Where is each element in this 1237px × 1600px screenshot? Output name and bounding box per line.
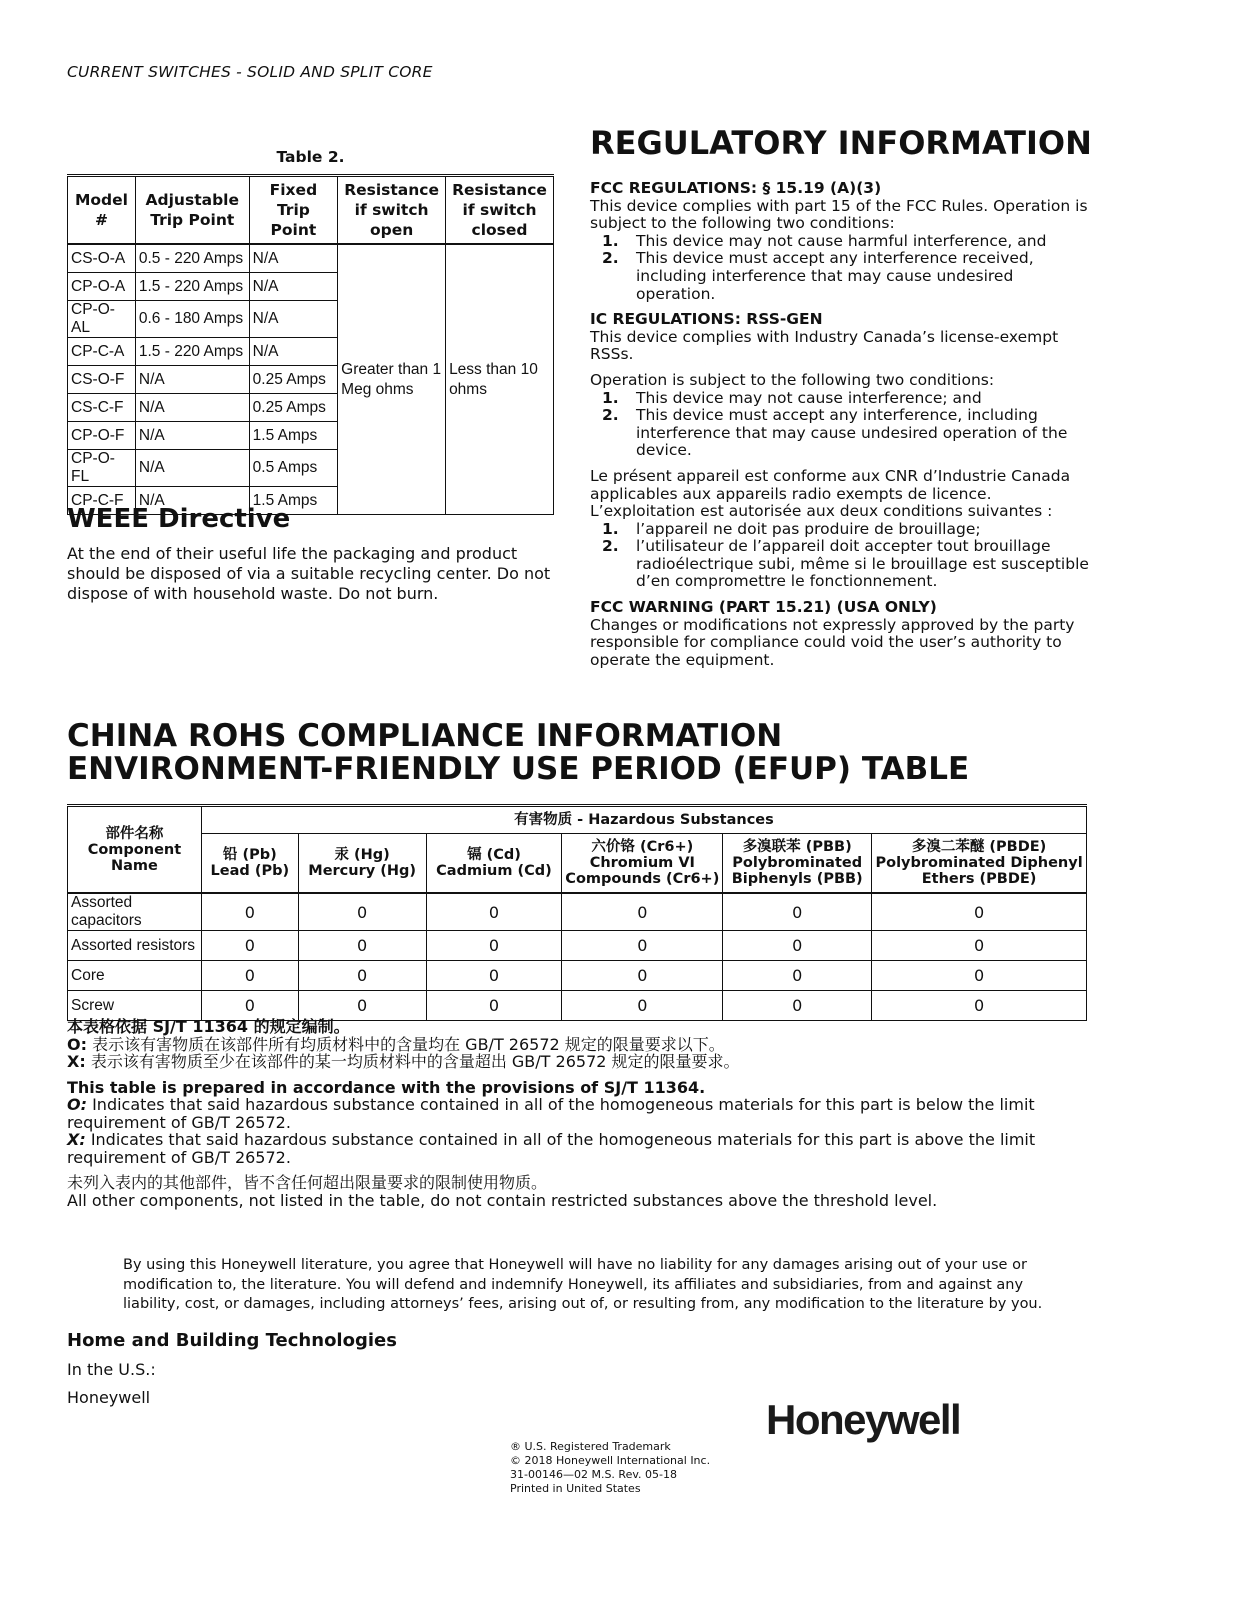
substance-value-cell: 0 bbox=[426, 931, 562, 961]
fixed-trip-cell: N/A bbox=[249, 273, 337, 301]
division-name: Home and Building Technologies bbox=[67, 1330, 397, 1351]
table-row bbox=[68, 931, 1087, 961]
list-number: 1. bbox=[602, 388, 619, 407]
note-label: O: bbox=[67, 1034, 87, 1054]
substance-en: Polybrominated Diphenyl Ethers (PBDE) bbox=[875, 855, 1083, 887]
adjustable-trip-cell: N/A bbox=[135, 366, 249, 394]
table2-header: Resistance if switch open bbox=[338, 176, 446, 245]
model-cell: CS-C-F bbox=[68, 394, 136, 422]
company-name: Honeywell bbox=[67, 1388, 151, 1407]
zh-other-note: 未列入表内的其他部件，皆不含任何超出限量要求的限制使用物质。 bbox=[67, 1173, 548, 1192]
table-row bbox=[68, 991, 1087, 1021]
model-cell: CP-C-F bbox=[68, 487, 136, 515]
substance-en: Cadmium (Cd) bbox=[436, 863, 552, 879]
substance-value-cell: 0 bbox=[723, 991, 872, 1021]
ic-text: This device complies with Industry Canada’s license-exempt RSSs. bbox=[590, 327, 1059, 364]
component-name-cell: Assorted resistors bbox=[68, 931, 202, 961]
substance-value-cell: 0 bbox=[872, 991, 1087, 1021]
substance-header bbox=[298, 834, 426, 894]
fcc-title: FCC REGULATIONS: § 15.19 (A)(3) bbox=[590, 179, 882, 197]
note-label: X: bbox=[67, 1052, 86, 1071]
substance-en: Mercury (Hg) bbox=[308, 863, 417, 879]
substance-header bbox=[201, 834, 298, 894]
rohs-title-line-1: CHINA ROHS COMPLIANCE INFORMATION bbox=[67, 718, 783, 754]
fixed-trip-cell: 0.25 Amps bbox=[249, 394, 337, 422]
component-name-cell: Screw bbox=[68, 991, 202, 1021]
table2-header: Resistance if switch closed bbox=[446, 176, 554, 245]
rohs-table bbox=[67, 804, 1087, 1021]
weee-title: WEEE Directive bbox=[67, 504, 291, 534]
list-number: 2. bbox=[602, 249, 619, 268]
substance-zh: 多溴联苯 (PBB) bbox=[742, 839, 852, 855]
table-row bbox=[68, 961, 1087, 991]
zh-note-o bbox=[67, 1036, 1107, 1054]
adjustable-trip-cell: N/A bbox=[135, 487, 249, 515]
regulatory-body bbox=[590, 180, 1090, 669]
zh-note-x bbox=[67, 1053, 1107, 1071]
en-note-x bbox=[67, 1131, 1107, 1166]
fixed-trip-cell: N/A bbox=[249, 338, 337, 366]
model-cell: CS-O-A bbox=[68, 244, 136, 273]
list-item bbox=[590, 233, 1090, 251]
rohs-group-row bbox=[68, 806, 1087, 834]
fcc-warning-text: Changes or modifications not expressly approved by the party responsible for compliance could void the user’s authority to operate the equipment. bbox=[590, 615, 1075, 669]
fixed-trip-cell: 1.5 Amps bbox=[249, 487, 337, 515]
substance-value-cell: 0 bbox=[872, 931, 1087, 961]
copyright: © 2018 Honeywell International Inc. bbox=[510, 1454, 711, 1467]
component-name-cell: Core bbox=[68, 961, 202, 991]
substance-value-cell: 0 bbox=[723, 893, 872, 931]
substance-value-cell: 0 bbox=[872, 961, 1087, 991]
fixed-trip-cell: N/A bbox=[249, 244, 337, 273]
model-cell: CP-O-AL bbox=[68, 301, 136, 338]
hazardous-substances-header: 有害物质 - Hazardous Substances bbox=[201, 806, 1086, 834]
ic-text-2: Operation is subject to the following two conditions: bbox=[590, 370, 995, 389]
list-text: l’appareil ne doit pas produire de brouillage; bbox=[636, 519, 981, 538]
weee-text: At the end of their useful life the packaging and product should be disposed of via a suitable recycling center. Do not dispose of with household waste. Do not burn. bbox=[67, 544, 551, 603]
substance-zh: 六价铬 (Cr6+) bbox=[591, 839, 694, 855]
location-label: In the U.S.: bbox=[67, 1360, 156, 1379]
list-number: 1. bbox=[602, 231, 619, 250]
substance-value-cell: 0 bbox=[201, 931, 298, 961]
table2-header: Fixed Trip Point bbox=[249, 176, 337, 245]
list-number: 2. bbox=[602, 406, 619, 425]
list-item bbox=[590, 521, 1090, 539]
substance-value-cell: 0 bbox=[426, 991, 562, 1021]
component-en: Component Name bbox=[87, 841, 182, 874]
adjustable-trip-cell: 1.5 - 220 Amps bbox=[135, 273, 249, 301]
fixed-trip-cell: N/A bbox=[249, 301, 337, 338]
fixed-trip-cell: 0.25 Amps bbox=[249, 366, 337, 394]
substance-value-cell: 0 bbox=[562, 961, 723, 991]
adjustable-trip-cell: N/A bbox=[135, 422, 249, 450]
note-text: Indicates that said hazardous substance contained in all of the homogeneous materials for this part is below the limit requirement of GB/T 26572. bbox=[67, 1095, 1035, 1132]
list-number: 1. bbox=[602, 519, 619, 538]
substance-value-cell: 0 bbox=[562, 893, 723, 931]
french-text: Le présent appareil est conforme aux CNR d’Industrie Canada applicables aux appareils radio exempts de licence. L’exploitation est autorisée aux deux conditions suivantes : bbox=[590, 466, 1071, 521]
footer bbox=[510, 1440, 710, 1496]
ic-title: IC REGULATIONS: RSS-GEN bbox=[590, 310, 823, 329]
substance-value-cell: 0 bbox=[426, 893, 562, 931]
resistance-open-cell: Greater than 1 Meg ohms bbox=[338, 244, 446, 515]
list-item bbox=[590, 390, 1090, 408]
list-text: This device must accept any interference received, including interference that may cause undesired operation. bbox=[636, 249, 1034, 303]
table2-header: Model # bbox=[68, 176, 136, 245]
note-label: O: bbox=[67, 1095, 87, 1114]
list-item bbox=[590, 538, 1090, 591]
table2-header: Adjustable Trip Point bbox=[135, 176, 249, 245]
substance-header bbox=[723, 834, 872, 894]
list-text: l’utilisateur de l’appareil doit accepter tout brouillage radioélectrique subi, même si le brouillage est susceptible d’en compromettre le fonctionnement. bbox=[636, 537, 1089, 591]
substance-value-cell: 0 bbox=[298, 931, 426, 961]
substance-value-cell: 0 bbox=[723, 931, 872, 961]
en-note-o bbox=[67, 1096, 1107, 1131]
substance-zh: 镉 (Cd) bbox=[467, 847, 521, 863]
table2-header-row bbox=[68, 176, 554, 245]
ic-list bbox=[590, 390, 1090, 460]
table2-caption: Table 2. bbox=[276, 148, 345, 166]
running-header: CURRENT SWITCHES - SOLID AND SPLIT CORE bbox=[67, 63, 433, 81]
substance-value-cell: 0 bbox=[298, 991, 426, 1021]
substance-value-cell: 0 bbox=[298, 961, 426, 991]
honeywell-logo: Honeywell bbox=[766, 1396, 961, 1443]
fcc-text: This device complies with part 15 of the FCC Rules. Operation is subject to the following two conditions: bbox=[590, 196, 1088, 233]
list-item bbox=[590, 407, 1090, 460]
model-cell: CP-O-A bbox=[68, 273, 136, 301]
rohs-notes bbox=[67, 1018, 1107, 1209]
fcc-list bbox=[590, 233, 1090, 303]
substance-value-cell: 0 bbox=[426, 961, 562, 991]
disclaimer: By using this Honeywell literature, you agree that Honeywell will have no liability for any damages arising out of your use or modification to, the literature. You will defend and indemnify Honeywell, its affiliates and subsidiaries, from and against any liability, cost, or damages, including attorneys’ fees, arising out of, or resulting from, any modification to the literature by you. bbox=[123, 1257, 1043, 1312]
adjustable-trip-cell: 0.6 - 180 Amps bbox=[135, 301, 249, 338]
table-row bbox=[68, 244, 554, 273]
adjustable-trip-cell: 0.5 - 220 Amps bbox=[135, 244, 249, 273]
substance-en: Lead (Pb) bbox=[210, 863, 290, 879]
note-text: Indicates that said hazardous substance contained in all of the homogeneous materials for this part is above the limit requirement of GB/T 26572. bbox=[67, 1130, 1036, 1167]
en-note-title: This table is prepared in accordance with the provisions of SJ/T 11364. bbox=[67, 1077, 706, 1097]
rohs-title-line-2: ENVIRONMENT-FRIENDLY USE PERIOD (EFUP) TABLE bbox=[67, 751, 970, 787]
list-item bbox=[590, 250, 1090, 303]
fcc-warning-title: FCC WARNING (PART 15.21) (USA ONLY) bbox=[590, 598, 937, 617]
resistance-closed-cell: Less than 10 ohms bbox=[446, 244, 554, 515]
list-text: This device may not cause harmful interference, and bbox=[636, 231, 1047, 250]
substance-value-cell: 0 bbox=[723, 961, 872, 991]
substance-value-cell: 0 bbox=[562, 991, 723, 1021]
substance-en: Chromium VI Compounds (Cr6+) bbox=[565, 855, 720, 887]
substance-value-cell: 0 bbox=[201, 991, 298, 1021]
substance-zh: 铅 (Pb) bbox=[222, 847, 277, 863]
model-cell: CP-C-A bbox=[68, 338, 136, 366]
substance-value-cell: 0 bbox=[298, 893, 426, 931]
substance-zh: 多溴二苯醚 (PBDE) bbox=[911, 839, 1047, 855]
substance-header bbox=[426, 834, 562, 894]
list-text: This device must accept any interference, including interference that may cause undesired operation of the device. bbox=[636, 406, 1068, 460]
component-name-header bbox=[68, 806, 202, 894]
substance-header bbox=[562, 834, 723, 894]
rohs-title bbox=[67, 720, 969, 786]
model-cell: CS-O-F bbox=[68, 366, 136, 394]
rohs-substance-row bbox=[68, 834, 1087, 894]
trademark-note: ® U.S. Registered Trademark bbox=[510, 1440, 671, 1453]
regulatory-title: REGULATORY INFORMATION bbox=[590, 124, 1092, 162]
document-number: 31-00146—02 M.S. Rev. 05-18 bbox=[510, 1468, 677, 1481]
model-cell: CP-O-F bbox=[68, 422, 136, 450]
component-zh: 部件名称 bbox=[105, 825, 164, 842]
zh-note-title: 本表格依据 SJ/T 11364 的规定编制。 bbox=[67, 1017, 350, 1036]
substance-value-cell: 0 bbox=[201, 893, 298, 931]
printed-in: Printed in United States bbox=[510, 1482, 641, 1495]
substance-zh: 汞 (Hg) bbox=[334, 847, 390, 863]
adjustable-trip-cell: 1.5 - 220 Amps bbox=[135, 338, 249, 366]
note-label: X: bbox=[67, 1130, 86, 1149]
list-number: 2. bbox=[602, 537, 619, 556]
substance-value-cell: 0 bbox=[201, 961, 298, 991]
fixed-trip-cell: 0.5 Amps bbox=[249, 450, 337, 487]
table-row bbox=[68, 893, 1087, 931]
model-cell: CP-O-FL bbox=[68, 450, 136, 487]
substance-value-cell: 0 bbox=[562, 931, 723, 961]
note-text: 表示该有害物质至少在该部件的某一均质材料中的含量超出 GB/T 26572 规定的限量要求。 bbox=[85, 1052, 740, 1071]
list-text: This device may not cause interference; and bbox=[636, 388, 982, 407]
adjustable-trip-cell: N/A bbox=[135, 394, 249, 422]
table2 bbox=[67, 174, 554, 515]
substance-en: Polybrominated Biphenyls (PBB) bbox=[731, 855, 863, 887]
substance-header bbox=[872, 834, 1087, 894]
fixed-trip-cell: 1.5 Amps bbox=[249, 422, 337, 450]
component-name-cell: Assorted capacitors bbox=[68, 893, 202, 931]
french-list bbox=[590, 521, 1090, 591]
note-text: 表示该有害物质在该部件所有均质材料中的含量均在 GB/T 26572 规定的限量要求以下。 bbox=[87, 1034, 725, 1054]
adjustable-trip-cell: N/A bbox=[135, 450, 249, 487]
en-other-note: All other components, not listed in the table, do not contain restricted substances above the threshold level. bbox=[67, 1190, 938, 1210]
substance-value-cell: 0 bbox=[872, 893, 1087, 931]
